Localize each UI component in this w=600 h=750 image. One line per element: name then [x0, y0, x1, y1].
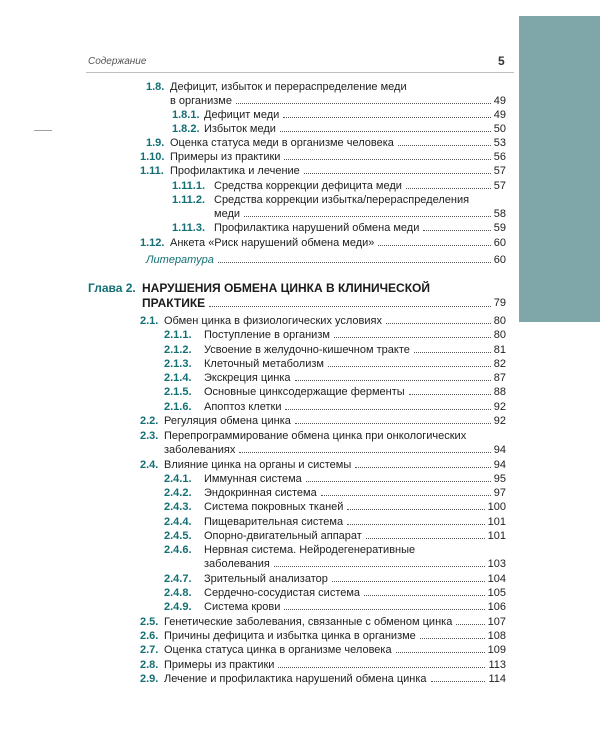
dot-leader	[386, 323, 491, 324]
toc-entry	[0, 672, 600, 686]
dot-leader	[398, 145, 491, 146]
toc-page-number: 57	[493, 180, 506, 192]
toc-entry-number: 2.4.1.	[164, 473, 192, 485]
toc-entry-number: 1.11.1.	[172, 180, 206, 192]
dot-leader	[423, 230, 490, 231]
toc-page-number: 88	[493, 386, 506, 398]
toc-entry	[0, 557, 600, 571]
toc-entry-title: Усвоение в желудочно-кишечном тракте	[204, 344, 410, 356]
dot-leader	[378, 245, 490, 246]
toc-entry	[0, 357, 600, 371]
toc-entry-number: 2.6.	[140, 630, 159, 642]
toc-entry	[0, 629, 600, 643]
toc-entry-title: Зрительный анализатор	[204, 573, 328, 585]
toc-entry	[0, 328, 600, 342]
toc-page-number: 87	[493, 372, 506, 384]
chapter-label: Глава 2.	[88, 281, 136, 295]
toc-entry	[0, 414, 600, 428]
toc-entry-number: 2.8.	[140, 659, 159, 671]
toc-entry-title: Дефицит, избыток и перераспределение меди	[170, 81, 407, 93]
toc-entry	[0, 529, 600, 543]
toc-page-number: 105	[487, 587, 506, 599]
toc-entry-title: Оценка статуса цинка в организме человека	[164, 644, 392, 656]
dot-leader	[236, 103, 491, 104]
toc-page-number: 101	[487, 530, 506, 542]
toc-entry-number: 2.3.	[140, 430, 159, 442]
dot-leader	[347, 509, 484, 510]
toc-page-number: 60	[493, 237, 506, 249]
dot-leader	[239, 452, 490, 453]
dot-leader	[332, 581, 485, 582]
dot-leader	[334, 337, 491, 338]
toc-entry	[0, 486, 600, 500]
toc-entry	[0, 586, 600, 600]
toc-page-number: 59	[493, 222, 506, 234]
toc-chapter-line	[0, 295, 600, 311]
toc-entry-title: Влияние цинка на органы и системы	[164, 459, 352, 471]
toc-page-number: 92	[493, 401, 506, 413]
toc-entry-title: меди	[214, 208, 241, 220]
toc-entry	[0, 94, 600, 108]
toc-entry-number: 2.1.1.	[164, 329, 192, 341]
toc-entry	[0, 164, 600, 178]
toc-entry-title: Система крови	[204, 601, 281, 613]
toc-entry-number: 1.8.	[146, 81, 165, 93]
toc-page-number: 94	[493, 459, 506, 471]
toc-entry-title: Клеточный метаболизм	[204, 358, 324, 370]
toc-entry-number: 2.4.9.	[164, 601, 192, 613]
dot-leader	[244, 216, 491, 217]
toc-page-number: 56	[493, 151, 506, 163]
toc-entry-title: заболевания	[204, 558, 270, 570]
toc-entry-title: Оценка статуса меди в организме человека	[170, 137, 394, 149]
dot-leader	[409, 394, 491, 395]
toc-entry	[0, 136, 600, 150]
toc-entry	[0, 443, 600, 457]
toc-entry-number: 2.1.3.	[164, 358, 192, 370]
toc-entry	[0, 193, 600, 207]
dot-leader	[347, 524, 485, 525]
toc-page-number: 58	[493, 208, 506, 220]
dot-leader	[278, 667, 485, 668]
dot-leader	[209, 306, 491, 307]
toc-page-number: 97	[493, 487, 506, 499]
toc-entry-title: Экскреция цинка	[204, 372, 291, 384]
toc-entry-title: Литература	[146, 254, 214, 266]
toc-entry-title: Профилактика нарушений обмена меди	[214, 222, 420, 234]
dot-leader	[355, 467, 491, 468]
toc-entry-title: Эндокринная система	[204, 487, 317, 499]
toc-entry-title: Основные цинксодержащие ферменты	[204, 386, 405, 398]
dot-leader	[414, 352, 491, 353]
toc-entry-title: в организме	[170, 95, 232, 107]
toc-page-number: 92	[493, 415, 506, 427]
toc-page-number: 49	[493, 95, 506, 107]
toc-entry-number: 2.9.	[140, 673, 159, 685]
dot-leader	[366, 538, 485, 539]
toc-entry-title: Апоптоз клетки	[204, 401, 282, 413]
dot-leader	[431, 681, 486, 682]
toc-entry	[0, 400, 600, 414]
toc-page-number: 49	[493, 109, 506, 121]
dot-leader	[406, 188, 491, 189]
toc-entry	[0, 150, 600, 164]
toc-page-number: 79	[493, 297, 506, 309]
toc-entry	[0, 122, 600, 136]
toc-page-number: 95	[493, 473, 506, 485]
toc-entry	[0, 572, 600, 586]
toc-entry	[0, 615, 600, 629]
dot-leader	[304, 173, 491, 174]
toc-entry-number: 1.12.	[140, 237, 165, 249]
toc-entry	[0, 458, 600, 472]
toc-entry-number: 1.11.2.	[172, 194, 206, 206]
chapter-title: ПРАКТИКЕ	[142, 296, 206, 310]
toc-entry-title: Сердечно-сосудистая система	[204, 587, 361, 599]
toc-entry-number: 2.1.	[140, 315, 159, 327]
dot-leader	[218, 262, 491, 263]
toc-entry-title: Иммунная система	[204, 473, 302, 485]
toc-entry-number: 2.5.	[140, 616, 159, 628]
toc-entry-number: 1.11.3.	[172, 222, 206, 234]
toc-entry-number: 1.8.1.	[172, 109, 200, 121]
toc-entry	[0, 543, 600, 557]
toc-entry-number: 2.4.2.	[164, 487, 192, 499]
toc-entry	[0, 600, 600, 614]
toc-chapter-line	[0, 280, 600, 296]
dot-leader	[274, 566, 485, 567]
dot-leader	[284, 159, 490, 160]
dot-leader	[285, 409, 490, 410]
toc-entry-title: Средства коррекции дефицита меди	[214, 180, 402, 192]
dot-leader	[295, 423, 491, 424]
toc-page-number: 103	[487, 558, 506, 570]
toc-entry-title: Лечение и профилактика нарушений обмена цинка	[164, 673, 427, 685]
toc-entry-number: 1.8.2.	[172, 123, 200, 135]
toc-page-number: 100	[487, 501, 506, 513]
chapter-title: НАРУШЕНИЯ ОБМЕНА ЦИНКА В КЛИНИЧЕСКОЙ	[142, 281, 431, 295]
toc-entry-number: 2.1.6.	[164, 401, 192, 413]
toc-entry-number: 2.4.7.	[164, 573, 192, 585]
toc-entry-title: Причины дефицита и избытка цинка в организме	[164, 630, 416, 642]
toc-page-number: 57	[493, 165, 506, 177]
toc-entry	[0, 385, 600, 399]
page-number: 5	[498, 54, 505, 68]
toc-entry-title: Примеры из практики	[170, 151, 281, 163]
toc-page-number: 53	[493, 137, 506, 149]
toc-entry-title: Регуляция обмена цинка	[164, 415, 291, 427]
toc-page-number: 80	[493, 329, 506, 341]
dot-leader	[396, 652, 485, 653]
toc-page-number: 104	[487, 573, 506, 585]
toc-entry	[0, 221, 600, 235]
dot-leader	[328, 366, 491, 367]
toc-entry-number: 1.9.	[146, 137, 165, 149]
toc-entry-title: Избыток меди	[204, 123, 276, 135]
toc-page-number: 107	[487, 616, 506, 628]
toc-entry-number: 2.1.4.	[164, 372, 192, 384]
toc-page-number: 60	[493, 254, 506, 266]
toc-entry-number: 2.1.2.	[164, 344, 192, 356]
toc-entry	[0, 207, 600, 221]
dot-leader	[284, 609, 484, 610]
toc-page-number: 101	[487, 516, 506, 528]
toc-page-number: 82	[493, 358, 506, 370]
toc-entry	[0, 429, 600, 443]
toc-entry-title: Поступление в организм	[204, 329, 330, 341]
toc-entry	[0, 179, 600, 193]
toc-page-number: 109	[487, 644, 506, 656]
dot-leader	[364, 595, 485, 596]
toc-entry	[0, 314, 600, 328]
toc-entry-title: Средства коррекции избытка/перераспределения	[214, 194, 470, 206]
running-header-title: Содержание	[88, 56, 147, 67]
toc-entry-title: Дефицит меди	[204, 109, 280, 121]
toc-entry-number: 2.4.	[140, 459, 159, 471]
toc-entry	[0, 500, 600, 514]
toc-entry-number: 2.4.3.	[164, 501, 192, 513]
toc-entry	[0, 515, 600, 529]
toc-page-number: 106	[487, 601, 506, 613]
toc-page-number: 80	[493, 315, 506, 327]
toc-entry-number: 2.4.5.	[164, 530, 192, 542]
toc-entry-title: Система покровных тканей	[204, 501, 344, 513]
toc-entry	[0, 108, 600, 122]
toc-entry-number: 2.7.	[140, 644, 159, 656]
toc-page-number: 81	[493, 344, 506, 356]
toc-page-number: 114	[488, 673, 506, 685]
toc-entry-number: 1.11.	[140, 165, 164, 177]
dot-leader	[280, 131, 491, 132]
toc-entry	[0, 80, 600, 94]
toc-entry-title: Опорно-двигательный аппарат	[204, 530, 362, 542]
toc-entry-number: 2.4.6.	[164, 544, 192, 556]
toc-page-number: 94	[493, 444, 506, 456]
dot-leader	[283, 117, 490, 118]
toc-entry	[0, 253, 600, 267]
toc-entry-title: Обмен цинка в физиологических условиях	[164, 315, 382, 327]
toc-page-number: 108	[487, 630, 506, 642]
toc-entry-number: 2.2.	[140, 415, 159, 427]
toc-entry-title: Перепрограммирование обмена цинка при онкологических	[164, 430, 467, 442]
dot-leader	[295, 380, 491, 381]
toc-entry-number: 2.4.4.	[164, 516, 192, 528]
toc-entry	[0, 472, 600, 486]
toc-entry	[0, 643, 600, 657]
toc-page-number: 113	[488, 659, 506, 671]
toc-entry	[0, 343, 600, 357]
toc-entry-number: 2.1.5.	[164, 386, 192, 398]
toc-entry	[0, 371, 600, 385]
toc-entry-title: Профилактика и лечение	[170, 165, 300, 177]
dot-leader	[306, 481, 491, 482]
toc-entry-title: заболеваниях	[164, 444, 236, 456]
toc-entry-title: Пищеварительная система	[204, 516, 344, 528]
toc-entry	[0, 658, 600, 672]
toc-entry	[0, 236, 600, 250]
dot-leader	[420, 638, 485, 639]
toc-entry-title: Примеры из практики	[164, 659, 275, 671]
dot-leader	[321, 495, 491, 496]
dot-leader	[456, 624, 484, 625]
toc-entry-title: Генетические заболевания, связанные с обменом цинка	[164, 616, 453, 628]
toc-entry-title: Анкета «Риск нарушений обмена меди»	[170, 237, 375, 249]
toc-page-number: 50	[493, 123, 506, 135]
toc-entry-title: Нервная система. Нейродегенеративные	[204, 544, 416, 556]
toc-entry-number: 1.10.	[140, 151, 165, 163]
toc-entry-number: 2.4.8.	[164, 587, 192, 599]
